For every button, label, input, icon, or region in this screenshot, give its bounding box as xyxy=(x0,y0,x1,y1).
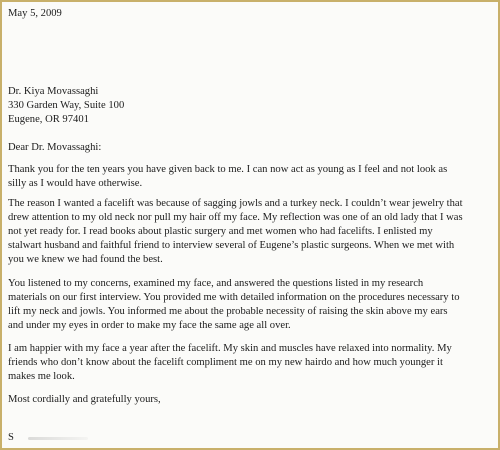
paragraph-line: and under my eyes in order to make my face the same age all over. xyxy=(8,320,291,331)
letter-date: May 5, 2009 xyxy=(8,8,62,19)
recipient-name: Dr. Kiya Movassaghi xyxy=(8,86,99,97)
paragraph-line: you we knew we had found the best. xyxy=(8,254,163,265)
signature-initial: S xyxy=(8,432,14,443)
paragraph-line: You listened to my concerns, examined my face, and answered the questions listed in my research xyxy=(8,278,424,289)
recipient-street: 330 Garden Way, Suite 100 xyxy=(8,100,125,111)
paragraph-line: makes me look. xyxy=(8,371,75,382)
paragraph-line: I am happier with my face a year after the facelift. My skin and muscles have relaxed into normality. My xyxy=(8,343,452,354)
recipient-city: Eugene, OR 97401 xyxy=(8,114,89,125)
paragraph-line: not yet ready for. I read books about plastic surgery and met women who had facelifts. I enlisted my xyxy=(8,226,433,237)
paragraph-line: silly as I would have otherwise. xyxy=(8,178,143,189)
paragraph-line: stalwart husband and faithful friend to interview several of Eugene’s plastic surgeons. When we met with xyxy=(8,240,455,251)
closing: Most cordially and gratefully yours, xyxy=(8,394,161,405)
signature-redaction xyxy=(28,437,88,440)
paragraph-line: The reason I wanted a facelift was because of sagging jowls and a turkey neck. I couldn’t wear jewelry that xyxy=(8,198,463,209)
paragraph-line: friends who don’t know about the facelift compliment me on my new hairdo and how much younger it xyxy=(8,357,443,368)
paragraph-line: Thank you for the ten years you have given back to me. I can now act as young as I feel and not look as xyxy=(8,164,448,175)
salutation: Dear Dr. Movassaghi: xyxy=(8,142,102,153)
paragraph-line: lift my neck and jowls. You informed me about the probable necessity of raising the skin above my ears xyxy=(8,306,448,317)
paragraph-line: materials on our first interview. You provided me with detailed information on the procedures necessary to xyxy=(8,292,460,303)
paragraph-line: drew attention to my old neck nor pull my hair off my face. My reflection was one of an old lady that I was xyxy=(8,212,463,223)
